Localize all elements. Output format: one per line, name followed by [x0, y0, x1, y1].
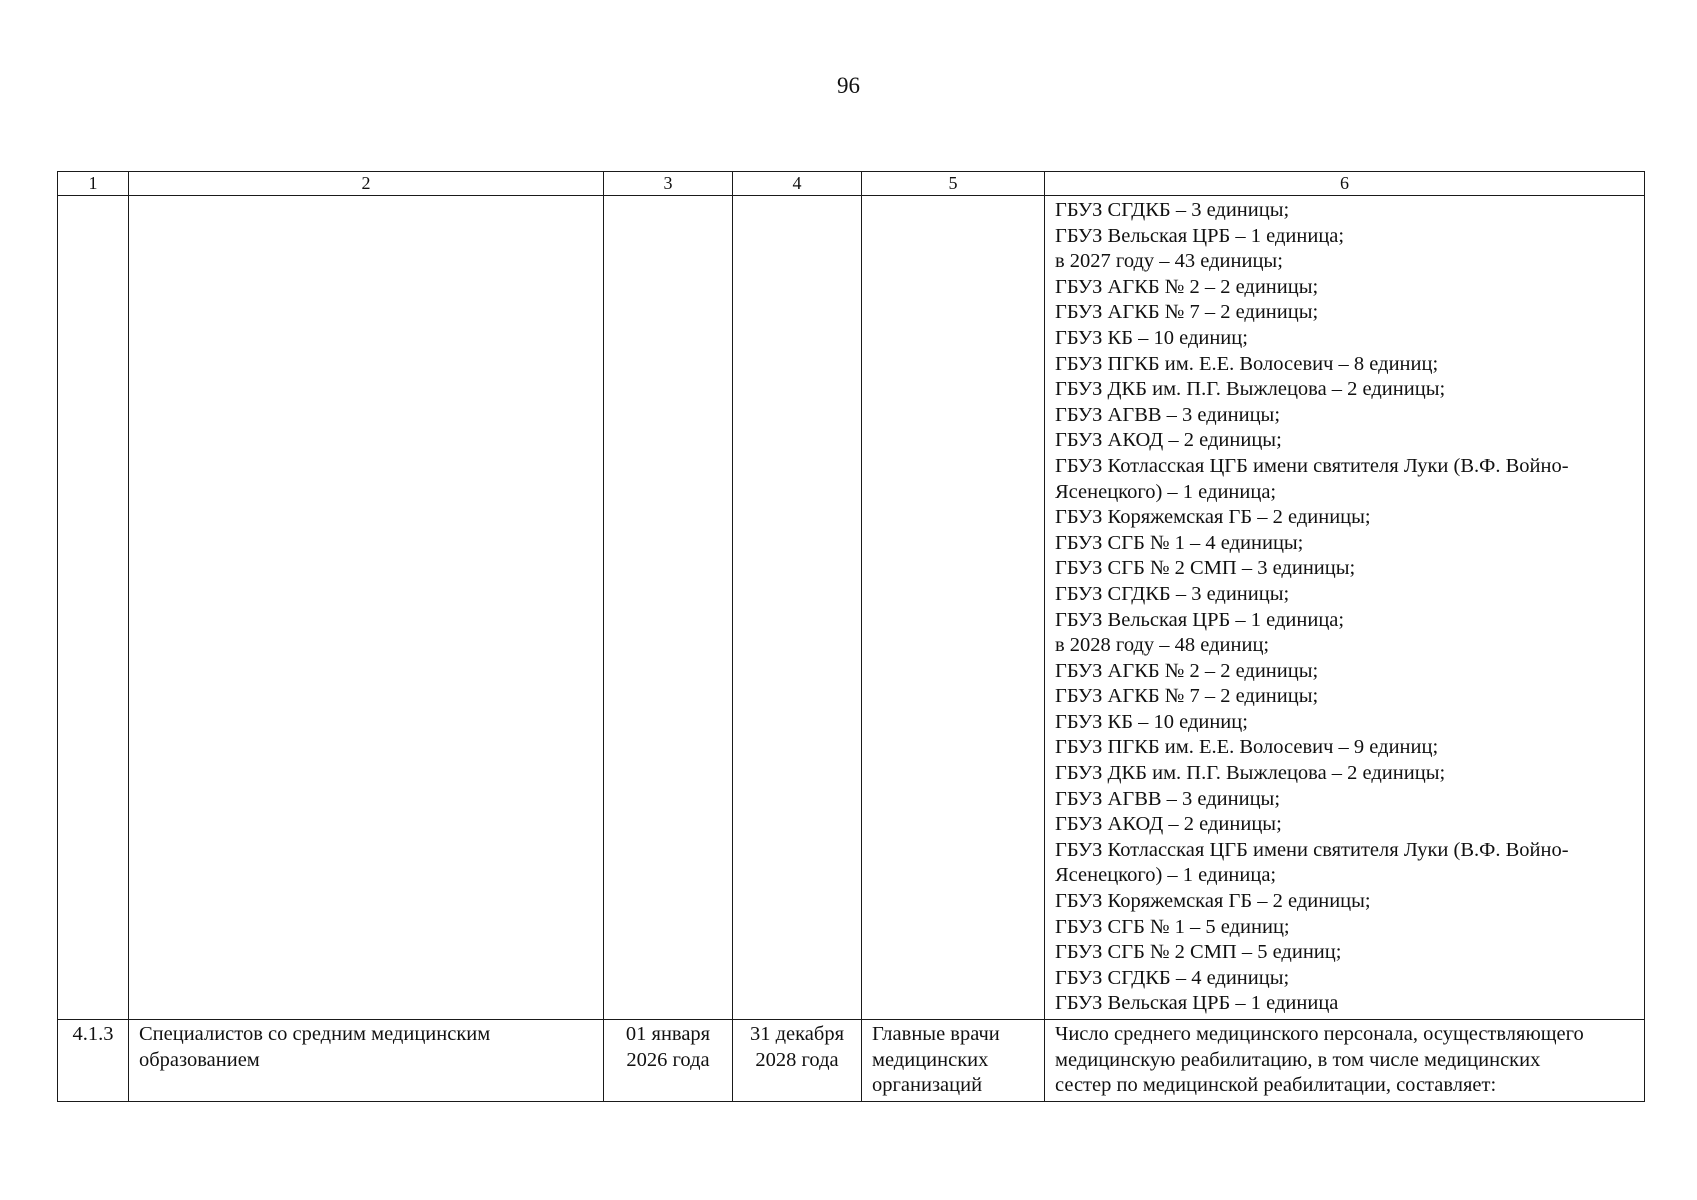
description-line: Число среднего медицинского персонала, осуществляющего [1055, 1023, 1584, 1045]
list-item: в 2027 году – 43 единицы; [1055, 250, 1283, 273]
description-line: сестер по медицинской реабилитации, составляет: [1055, 1074, 1497, 1097]
cell-continuation-col-4 [733, 196, 862, 1020]
header-col-6: 6 [1045, 172, 1645, 196]
end-date-line: 31 декабря [749, 1023, 844, 1045]
list-item: ГБУЗ Вельская ЦРБ – 1 единица [1055, 992, 1339, 1015]
item-number: 4.1.3 [72, 1023, 114, 1045]
responsible-line: Главные врачи [872, 1023, 1000, 1045]
cell-item-number [58, 1020, 129, 1102]
cell-end-date [733, 1020, 862, 1102]
list-item: ГБУЗ Коряжемская ГБ – 2 единицы; [1055, 506, 1371, 529]
list-item: ГБУЗ ПГКБ им. Е.Е. Волосевич – 9 единиц; [1055, 736, 1439, 759]
list-item: ГБУЗ Вельская ЦРБ – 1 единица; [1055, 224, 1345, 247]
header-col-4: 4 [733, 172, 862, 196]
list-item: в 2028 году – 48 единиц; [1055, 634, 1270, 657]
list-item: ГБУЗ СГДКБ – 3 единицы; [1055, 582, 1290, 605]
end-date-line: 2028 года [755, 1048, 839, 1071]
item-name-line: Специалистов со средним медицинским [139, 1023, 491, 1045]
start-date-line: 2026 года [626, 1048, 710, 1071]
list-item: ГБУЗ АКОД – 2 единицы; [1055, 429, 1282, 452]
responsible-line: организаций [872, 1074, 983, 1097]
item-name-line: образованием [139, 1048, 260, 1071]
list-item: ГБУЗ КБ – 10 единиц; [1055, 326, 1248, 349]
cell-continuation-col-3 [604, 196, 733, 1020]
table-row-4-1-3 [58, 1020, 1645, 1102]
list-item: ГБУЗ Котласская ЦГБ имени святителя Луки (В.Ф. Войно- [1055, 838, 1569, 861]
list-item: ГБУЗ АГКБ № 7 – 2 единицы; [1055, 301, 1319, 324]
cell-continuation-col-5 [862, 196, 1045, 1020]
list-item: ГБУЗ ПГКБ им. Е.Е. Волосевич – 8 единиц; [1055, 352, 1439, 375]
header-col-1: 1 [58, 172, 129, 196]
list-item: ГБУЗ СГДКБ – 4 единицы; [1055, 966, 1290, 989]
cell-item-name [129, 1020, 604, 1102]
list-item: ГБУЗ АГКБ № 2 – 2 единицы; [1055, 659, 1319, 682]
list-item: ГБУЗ СГБ № 2 СМП – 3 единицы; [1055, 557, 1356, 580]
institution-list [1045, 196, 1644, 1019]
list-item: ГБУЗ АГВВ – 3 единицы; [1055, 403, 1281, 426]
list-item: ГБУЗ ДКБ им. П.Г. Выжлецова – 2 единицы; [1055, 378, 1446, 401]
cell-continuation-col-1 [58, 196, 129, 1020]
cell-start-date [604, 1020, 733, 1102]
list-item: ГБУЗ СГДКБ – 3 единицы; [1055, 199, 1290, 221]
list-item: ГБУЗ СГБ № 1 – 4 единицы; [1055, 531, 1304, 554]
cell-description [1045, 1020, 1645, 1102]
list-item: ГБУЗ Вельская ЦРБ – 1 единица; [1055, 608, 1345, 631]
page-number: 96 [837, 73, 860, 98]
list-item: ГБУЗ АГВВ – 3 единицы; [1055, 787, 1281, 810]
cell-responsible [862, 1020, 1045, 1102]
description-line: медицинскую реабилитацию, в том числе медицинских [1055, 1048, 1541, 1071]
list-item: ГБУЗ АГКБ № 2 – 2 единицы; [1055, 275, 1319, 298]
header-col-3: 3 [604, 172, 733, 196]
start-date-line: 01 января [625, 1023, 711, 1045]
responsible-line: медицинских [872, 1048, 989, 1071]
list-item: ГБУЗ КБ – 10 единиц; [1055, 710, 1248, 733]
list-item: ГБУЗ СГБ № 2 СМП – 5 единиц; [1055, 941, 1342, 964]
cell-continuation-col-6 [1045, 196, 1645, 1020]
list-item: ГБУЗ СГБ № 1 – 5 единиц; [1055, 915, 1290, 938]
list-item: ГБУЗ Котласская ЦГБ имени святителя Луки (В.Ф. Войно- [1055, 454, 1569, 477]
cell-continuation-col-2 [129, 196, 604, 1020]
program-table [57, 171, 1645, 1102]
table-row-continuation [58, 196, 1645, 1020]
header-col-5: 5 [862, 172, 1045, 196]
list-item: ГБУЗ АГКБ № 7 – 2 единицы; [1055, 685, 1319, 708]
table-header-row [58, 172, 1645, 196]
header-col-2: 2 [129, 172, 604, 196]
list-item: ГБУЗ АКОД – 2 единицы; [1055, 813, 1282, 836]
list-item: Ясенецкого) – 1 единица; [1055, 480, 1277, 503]
list-item: ГБУЗ Коряжемская ГБ – 2 единицы; [1055, 890, 1371, 913]
list-item: ГБУЗ ДКБ им. П.Г. Выжлецова – 2 единицы; [1055, 762, 1446, 785]
list-item: Ясенецкого) – 1 единица; [1055, 864, 1277, 887]
